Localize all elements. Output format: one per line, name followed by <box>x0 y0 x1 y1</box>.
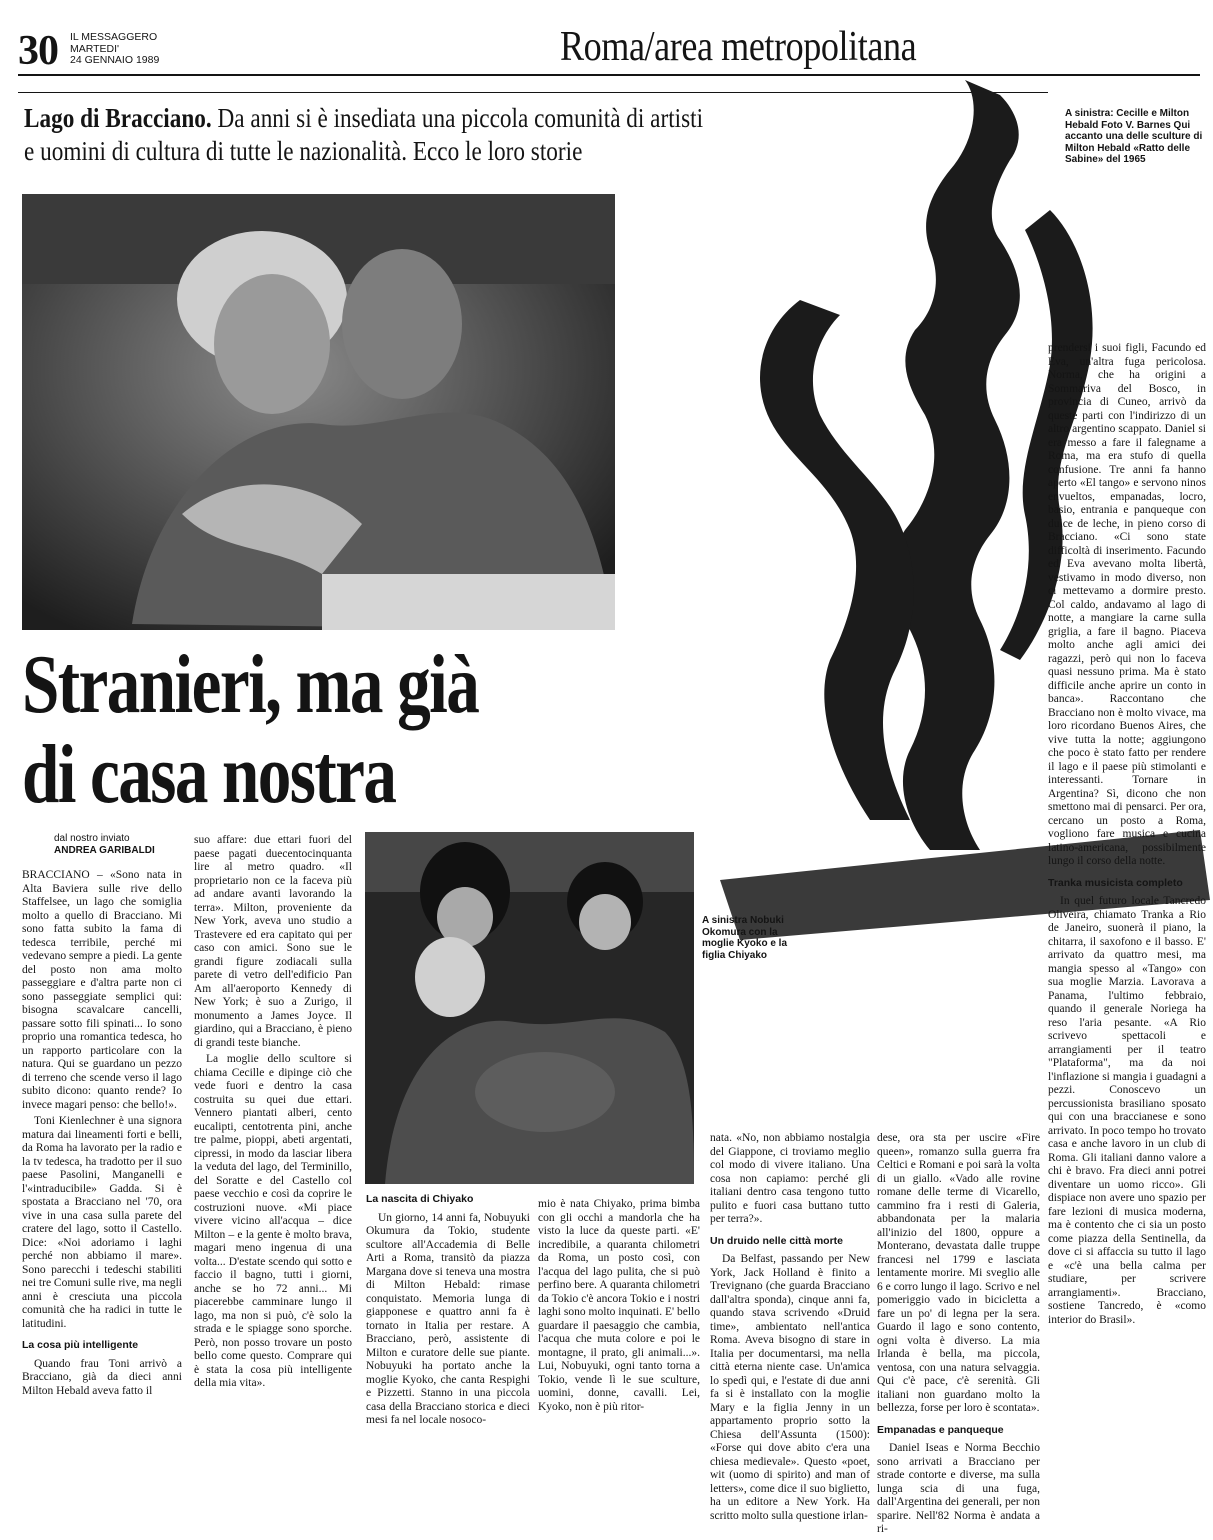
paragraph: suo affare: due ettari fuori del paese pagati duecentocinquanta lire al metro quadro. «Il proprietario non ce la faceva più ad andare avanti lavorando la terra». Milton, proveniente da New York, aveva uno studio a Trastevere ed era capitato qui per caso con amici. Sono sue le grandi figure zodiacali sulla parete di vetro dell'edificio Pan Am all'aeroporto Kennedy di New York; è suo a Zurigo, il monumento a James Joyce. Il giardino, qui a Bracciano, è pieno di grandi teste bianche. <box>194 834 352 1049</box>
article-column-4 <box>538 1198 700 1417</box>
paragraph: Daniel Iseas e Norma Becchio sono arrivati a Bracciano per strade contorte e diverse, ma sulla lunga scia di una fuga, dall'Argentina dei generali, per non sparire. Nell'82 Norma è andata a ri- <box>877 1442 1040 1535</box>
paragraph: prendersi i suoi figli, Facundo ed Eva, un'altra fuga pericolosa. Norma, che ha origini a Sommariva del Bosco, in provincia di Cuneo, arrivò da queste parti con l'indirizzo di un altro argentino scappato. Daniel si era messo a fare il falegname a Roma, ma era stufo di quella confusione. Tre anni fa hanno aperto «El tango» e servono ninos envueltos, empanadas, locro, basio, entrania e panqueque con dulce de leche, in pieno corso di Bracciano. «Ci sono state difficoltà di inserimento. Facundo ed Eva avevano molta libertà, vestivamo in modo diverso, non ci mettevamo a dormire presto. Col caldo, andavamo al lago di notte, a mangiare la carne sulla griglia, a fare il bagno. Piaceva molto anche agli amici dei ragazzi, però qui non lo faceva quasi nessuno prima. Ma è stato difficile anche aprire un conto in banca». Raccontano che Bracciano non è molto vivace, ma loro ricordano Buenos Aires, che vive tutta la notte; aggiungono che poco è stato fatto per rendere il lago e il paese più stimolanti e interessanti. Tornare in Argentina? Sì, dicono che non smettono mai di pensarci. Per ora, cercano un posto a Roma, vogliono fare musica e cucina latino-americana, possibilmente lungo il corso della notte. <box>1048 342 1206 867</box>
headline <box>22 640 534 820</box>
article-column-6 <box>877 1132 1040 1540</box>
article-column-3 <box>366 1193 530 1431</box>
paragraph: Un giorno, 14 anni fa, Nobuyuki Okumura da Tokio, studente scultore all'Accademia di Belle Arti a Roma, transitò da piazza Margana dove si teneva una mostra di Milton Hebald: rimase conquistato. Memoria lunga di giapponese e quattro anni fa è tornato in Italia per restare. A Bracciano, però, assistente di Milton e curatore delle sue piante. Nobuyuki ha portato anche la moglie Kyoko, che canta Respighi e Pizzetti. Stanno in una piccola casa della Bracciano storica e dieci mesi fa nel locale nosoco- <box>366 1211 530 1426</box>
issue-date: 24 GENNAIO 1989 <box>70 54 160 66</box>
masthead <box>70 32 159 67</box>
paragraph: mio è nata Chiyako, prima bimba con gli occhi a mandorla che ha visto la luce da queste parti. «E' incredibile, a quaranta chilometri da Roma, un posto così, con l'acqua del lago pulita, che si può perfino bere. A quaranta chilometri da Tokio c'è ancora Tokio e i nostri laghi sono molto inquinati. E' bello guardare il paesaggio che cambia, l'acqua che muta colore e poi le montagne, il prato, gli animali...». Lui, Nobuyuki, ogni tanto torna a Tokio, vende lì le sue sculture, uomini, donne, cavalli. Lei, Kyoko, non è più ritor- <box>538 1198 700 1413</box>
paragraph: Da Belfast, passando per New York, Jack Holland è finito a Trevignano (che guarda Bracciano dall'altra sponda), cinque anni fa, quando stava scrivendo «Druid time», ambientato nell'antica Roma. Aveva bisogno di stare in Italia per documentarsi, ma nella città eterna niente case. Un'amica lo spedì qui, e l'estate di due anni fa si è installato con la moglie Mary e la figlia Jenny in un appartamento proprio sotto la Chiesa dell'Assunta (1500): «Forse qui dove abito c'era una chiesa medievale». Questo «poet, wit (uomo di spirito) and man of letters», come dice il suo biglietto, ha un editore a New York. Ha scritto molto sulla questione irlan- <box>710 1253 870 1522</box>
weekday: MARTEDI' <box>70 42 120 55</box>
caption-family: A sinistra Nobuki Okomura con la moglie Kyoko e la figlia Chiyako <box>702 915 788 961</box>
byline-label: dal nostro inviato <box>54 833 130 844</box>
subheading: Tranka musicista completo <box>1048 876 1183 889</box>
byline-author: ANDREA GARIBALDI <box>54 845 155 856</box>
byline <box>54 833 184 857</box>
headline-line-2: di casa nostra <box>22 728 396 821</box>
photo-okumura-family <box>365 832 694 1184</box>
article-column-1 <box>22 869 182 1401</box>
subheading: La cosa più intelligente <box>22 1339 139 1351</box>
subheading: Un druido nelle città morte <box>710 1234 844 1247</box>
paragraph: dese, ora sta per uscire «Fire queen», romanzo sulla guerra fra Celtici e Romani e poi sarà la volta di un giallo. «Vado alle rovine romane delle terme di Vicarello, cammino fra i resti di Galeria, abbandonata per la malaria all'inizio del 1800, oppure a Monterano, devastata dalle truppe francesi nel 1799 e lasciata lentamente morire. Mi sveglio alle 6 e corro lungo il lago. Scrivo e nel pomeriggio vado in bicicletta a fare un po' di legna per la sera. Guardo il lago e sono contento, ogni volta è diverso. La mia Irlanda è bella, ma piccola, ventosa, con una natura selvaggia. Qui c'è pace, c'è serenità. Gli italiani non guardano molto la bellezza, forse per loro è scontata». <box>877 1132 1040 1414</box>
paragraph: Toni Kienlechner è una signora matura dai lineamenti forti e belli, da Roma ha lavorato per la radio e la tv tedesca, ha tradotto per il suo paese Pasolini, Manganelli e l'«intraducibile» Gadda. Si è spostata a Bracciano nel '70, ora vive in una casa sulla parete del cratere del lago, sotto il Castello. Dice: «Noi adoriamo i laghi perché non abbiamo il mare». Sono parecchi i tedeschi stabiliti nei tre Comuni sulle rive, ma negli anni è cresciuta una piccola comunità che ha radici in tutte le latitudini. <box>22 1115 183 1330</box>
kicker-text: Da anni si è insediata una piccola comunità di artisti e uomini di cultura di tutte le nazionalità. Ecco le loro storie <box>24 103 704 166</box>
photo-hebald-couple <box>22 194 615 630</box>
photo-okumura-family-image <box>365 832 694 1184</box>
caption-statue: A sinistra: Cecille e Milton Hebald Foto V. Barnes Qui accanto una delle sculture di Milton Hebald «Ratto delle Sabine» del 1965 <box>1065 108 1203 165</box>
paragraph: Quando frau Toni arrivò a Bracciano, già da dieci anni Milton Hebald aveva fatto il <box>22 1357 182 1397</box>
subheading: La nascita di Chiyako <box>366 1193 474 1205</box>
paragraph: In quel futuro locale Tancredo Oliveira, chiamato Tranka a Rio de Janeiro, suonerà il piano, la chitarra, il saxofono e il basso. E' arrivato da quattro mesi, ma mangia spesso al «Tango» con sua moglie Marzia. Lavorava a Panama, l'ultimo febbraio, quando il generale Noriega ha reso l'aria pesante. «A Rio scrivevo spettacoli e arrangiamenti per il teatro "Plataforma", ma da noi l'inflazione si mangia i guadagni a pezzi. Conoscevo un percussionista brasiliano sposato qui con una braccianese e sono arrivato. In poco tempo ho trovato casa e anche lavoro in un club di Roma. Gli italiani danno valore a chi è bravo. Fra dieci anni potrei diventare un uomo ricco». Gli dispiace non avere uno spazio per fare lezioni di musica moderna, ma è contento che ci sia un posto come piazza della Sentinella, da dove ci si affaccia su tutto il lago e «c'è una bella calma per studiare, per scrivere arrangiamenti». Bracciano, sostiene Tancredo, è «como interior do Brasil». <box>1048 895 1206 1326</box>
article-column-5 <box>710 1132 870 1526</box>
article-column-7 <box>1048 342 1206 1330</box>
paragraph: nata. «No, non abbiamo nostalgia del Giappone, ci troviamo meglio col modo di vivere italiano. Una cosa non capiamo: perché gli italiani dentro casa tengono tutto pulito e fuori casa buttano tutto per terra?». <box>710 1132 870 1225</box>
section-title: Roma/area metropolitana <box>560 24 917 70</box>
page-number: 30 <box>18 28 58 74</box>
kicker-lead: Lago di Bracciano. <box>24 103 212 133</box>
newspaper-name: IL MESSAGGERO <box>70 31 158 43</box>
paragraph: BRACCIANO – «Sono nata in Alta Baviera sulle rive dello Staffelsee, un lago che somiglia molto a quello di Bracciano. Mi sono fatta subito la fama di tedesca terribile, perché mi vedevano sempre a piedi. La gente del posto non ama molto passeggiare e d'altra parte non ci sono passeggiate semplici qui: bisogna scavalcare cancelli, passare sotto fili spinati... Io sono proprio una romantica tedesca, ho un rapporto particolare con la natura. Qui se guardano un pezzo di terreno che scende verso il lago subito dicono: quanto rende? Io invece magari penso: che bello!». <box>22 869 182 1111</box>
kicker <box>24 102 712 168</box>
subheading: Empanadas e panqueque <box>877 1423 1004 1436</box>
headline-line-1: Stranieri, ma già <box>22 638 479 731</box>
paragraph: La moglie dello scultore si chiama Cecille e dipinge ciò che vede fuori e dentro la casa costruita su quei due ettari. Vennero piantati alberi, cento eucalipti, centotrenta pini, anche tre palme, pioppi, abeti argentati, cipressi, in modo da lasciar libera la veduta del lago, del Terminillo, del Soratte e del Castello col paese vecchio e così da coprire le costruzioni nuove. «Mi piace vivere vicino all'acqua – dice Milton – e la gente è molto brava, magari meno ingenua di una volta... D'estate scendo qui sotto e faccio il bagno, tutti i giorni, anche se ho 72 anni... Mi piacerebbe camminare lungo il lago, ma non si può, c'è solo la strada e le spiagge sono sporche. Però, non posso trovare un posto bello come questo. Comprare qui è stata la cosa più intelligente della mia vita». <box>194 1053 352 1389</box>
article-column-2 <box>194 834 352 1394</box>
photo-hebald-couple-image <box>22 194 615 630</box>
